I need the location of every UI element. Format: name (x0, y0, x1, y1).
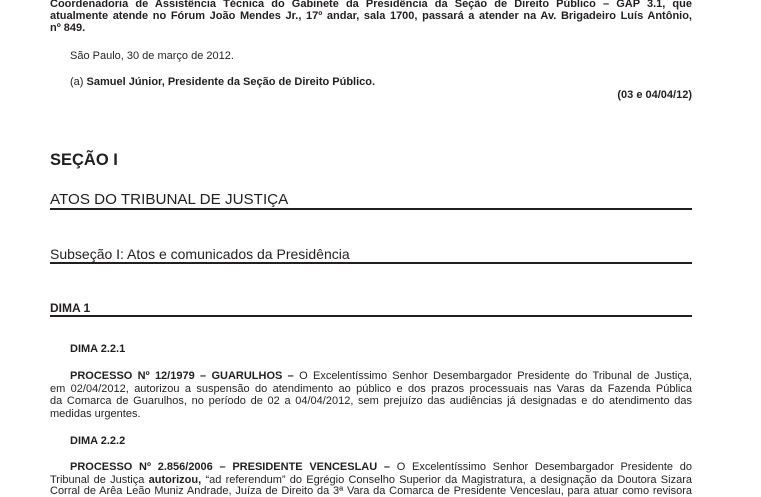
text-run: da Comarca de Guarulhos, no período de 02 a 04/04/2012, sem prejuízo das audiências já designadas e do atendimento das (50, 395, 692, 407)
signature-prefix: (a) (70, 76, 84, 88)
paragraph-line (50, 485, 692, 497)
signature-line (70, 76, 375, 88)
heading-rule (50, 208, 692, 210)
place-date: São Paulo, 30 de março de 2012. (70, 50, 234, 62)
text-run: O Excelentíssimo Senhor Desembargador Presidente do Tribunal de Justiça, (299, 370, 692, 382)
section-title: SEÇÃO I (50, 151, 118, 169)
continuation-line: nº 849. (50, 22, 86, 34)
paragraph-line (70, 370, 692, 382)
division-heading: DIMA 1 (50, 301, 91, 315)
process-reference: PROCESSO Nº 2.856/2006 – PRESIDENTE VENCESLAU – (70, 461, 391, 473)
paragraph-line (50, 383, 692, 395)
text-run: Corral de Arêa Leão Muniz Andrade, Juíza de Direito da 3ª Vara da Comarca de Presidente Venceslau, para atuar como revisora (50, 485, 692, 497)
process-reference: PROCESSO Nº 12/1979 – GUARULHOS – (70, 370, 294, 382)
paragraph-line (50, 395, 692, 407)
bold-run: autorizou, (148, 474, 202, 486)
section-heading: ATOS DO TRIBUNAL DE JUSTIÇA (50, 191, 289, 208)
text-run: Tribunal de Justiça (50, 474, 145, 486)
subsection-rule (50, 262, 692, 264)
text-run: medidas urgentes. (50, 408, 141, 420)
paragraph-line (70, 461, 692, 473)
continuation-line: Coordenadoria de Assistência Técnica do Gabinete da Presidência da Seção de Direito Público – GAP 3.1, que (50, 0, 692, 10)
subsection-heading: Subseção I: Atos e comunicados da Presidência (50, 246, 350, 262)
publication-dates: (03 e 04/04/12) (617, 89, 692, 101)
continuation-line: atualmente atende no Fórum João Mendes Jr., 17º andar, sala 1700, passará a atender na Av. Brigadeiro Luís Antônio, (50, 10, 692, 22)
signature-name: Samuel Júnior, Presidente da Seção de Direito Público. (86, 76, 376, 88)
item-code: DIMA 2.2.1 (70, 343, 126, 355)
item-code: DIMA 2.2.2 (70, 435, 126, 447)
text-run: O Excelentíssimo Senhor Desembargador Presidente do (396, 461, 692, 473)
text-run: em 02/04/2012, autorizou a suspensão do atendimento ao público e dos prazos processuais nas Varas da Fazenda Pública (50, 383, 692, 395)
text-run: “ad referendum” do Egrégio Conselho Superior da Magistratura, a designação da Doutora Sizara (205, 474, 692, 486)
division-rule (50, 315, 692, 317)
paragraph-line (50, 408, 692, 420)
